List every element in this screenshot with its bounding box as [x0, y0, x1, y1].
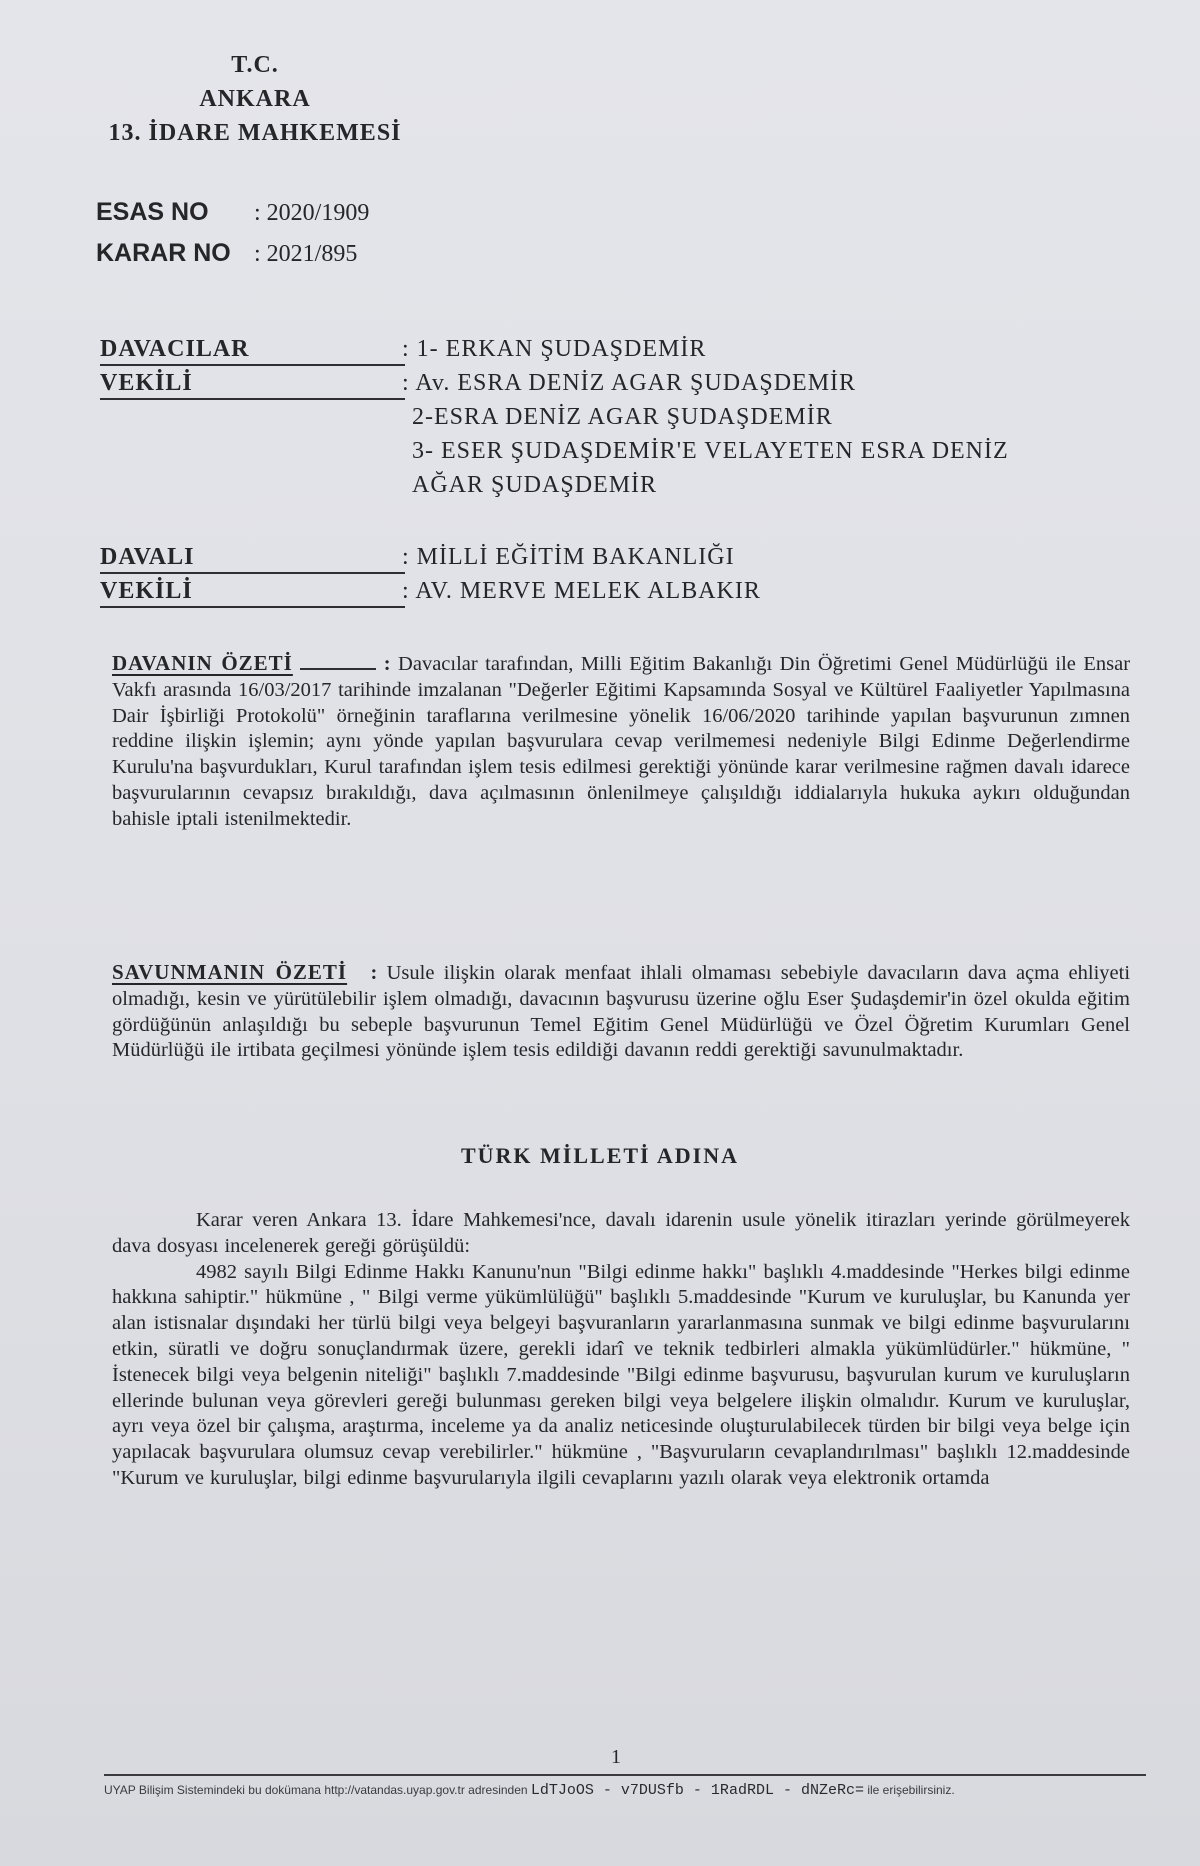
- footer: [104, 1782, 1154, 1799]
- plaintiffs-label: DAVACILAR: [100, 336, 405, 366]
- city-label: ANKARA: [199, 86, 311, 112]
- page-number: 1: [611, 1746, 621, 1768]
- country-label: T.C.: [231, 52, 279, 78]
- defense-summary-text: Usule ilişkin olarak menfaat ihlali olmaması sebebiyle davacıların dava açma ehliyeti olmadığı, kesin ve yürütülebilir işlem olmadığı, davacının başvurusu üzerine oğlu Eser Şudaşdemir'in özel okulda eğitim gördüğünün anlaşıldığı bu sebeple başvurunun Temel Eğitim Genel Müdürlüğü ve Özel Öğretim Kurumları Genel Müdürlüğü ile irtibata geçilmesi yönünde işlem tesis edildiği davanın reddi gerektiği savunulmaktadır.: [112, 962, 1131, 1062]
- case-summary-separator: :: [383, 653, 391, 675]
- karar-row: [96, 233, 369, 274]
- defense-summary-paragraph: [112, 960, 1130, 1064]
- court-name: 13. İDARE MAHKEMESİ: [108, 120, 402, 146]
- case-summary-heading: DAVANIN ÖZETİ: [112, 651, 293, 675]
- defendant-attorney-value: : AV. MERVE MELEK ALBAKIR: [402, 578, 761, 604]
- defense-summary-heading: SAVUNMANIN ÖZETİ: [112, 960, 348, 984]
- plaintiffs-row: [100, 336, 1040, 370]
- footer-access-code: LdTJoOS - v7DUSfb - 1RadRDL - dNZeRc=: [530, 1782, 864, 1799]
- plaintiffs-attorney-row: [100, 370, 1040, 404]
- heading-underline: [300, 650, 376, 670]
- karar-label: KARAR NO: [96, 239, 231, 267]
- plaintiffs-block: [100, 336, 1040, 506]
- plaintiffs-value-2: 2-ESRA DENİZ AGAR ŞUDAŞDEMİR: [412, 404, 833, 430]
- footer-divider: [104, 1774, 1146, 1776]
- case-summary-text: Davacılar tarafından, Milli Eğitim Bakanlığı Din Öğretimi Genel Müdürlüğü ile Ensar Vakfı arasında 16/03/2017 tarihinde imzalanan "Değerler Eğitimi Kapsamında Sosyal ve Kültürel Faaliyetler Yapılmasına Dair İşbirliği Protokolü" örneğinin taraflarına verilmesine yönelik 16/06/2020 tarihinde yapılan başvurunun zımnen reddine ilişkin işlemin; aynı yönde yapılan başvurulara cevap verilmemesi nedeniyle Bilgi Edinme Değerlendirme Kurulu'na başvurdukları, Kurul tarafından işlem tesis edilmesi gerektiği yönünde karar verilmesine rağmen davalı idarece başvurularının cevapsız bırakıldığı, dava açılmasının önlenilmeye çalışıldığı iddialarıyla hukuka aykırı olduğundan bahisle iptali istenilmektedir.: [112, 653, 1131, 830]
- plaintiffs-attorney-value: : Av. ESRA DENİZ AGAR ŞUDAŞDEMİR: [402, 370, 857, 396]
- defendant-value: : MİLLİ EĞİTİM BAKANLIĞI: [402, 544, 735, 570]
- verdict-body: [112, 1208, 1130, 1492]
- plaintiffs-value-3: 3- ESER ŞUDAŞDEMİR'E VELAYETEN ESRA DENİZ: [412, 438, 1009, 464]
- plaintiffs-value-1: : 1- ERKAN ŞUDAŞDEMİR: [402, 336, 707, 362]
- case-summary-paragraph: [112, 650, 1130, 833]
- verdict-title: TÜRK MİLLETİ ADINA: [460, 1143, 740, 1168]
- defendant-block: [100, 544, 1040, 612]
- plaintiffs-value-4: AĞAR ŞUDAŞDEMİR: [412, 472, 658, 498]
- footer-text-after: ile erişebilirsiniz.: [867, 1783, 955, 1797]
- defendant-label: DAVALI: [100, 544, 405, 574]
- plaintiffs-attorney-label: VEKİLİ: [100, 370, 405, 400]
- defendant-attorney-label: VEKİLİ: [100, 578, 405, 608]
- court-header: [100, 48, 410, 150]
- case-numbers: [96, 192, 369, 274]
- defense-summary-separator: :: [370, 962, 378, 984]
- defendant-attorney-row: [100, 578, 1040, 612]
- karar-value: : 2021/895: [254, 241, 358, 267]
- body-paragraph-1: Karar veren Ankara 13. İdare Mahkemesi'nce, davalı idarenin usule yönelik itirazları yerinde görülmeyerek dava dosyası incelenerek gereği görüşüldü:: [112, 1209, 1130, 1257]
- body-paragraph-2: 4982 sayılı Bilgi Edinme Hakkı Kanunu'nun "Bilgi edinme hakkı" başlıklı 4.maddesinde "Herkes bilgi edinme hakkına sahiptir." hükmüne , " Bilgi verme yükümlülüğü" başlıklı 5.maddesinde "Kurum ve kuruluşlar, bu Kanunda yer alan istisnalar dışındaki her türlü bilgi veya belgeyi başvuranların yararlanmasına sunmak ve bilgi edinme başvurularını etkin, süratli ve doğru sonuçlandırmak üzere, gerekli idarî ve teknik tedbirleri almakla yükümlüdürler." hükmüne, " İstenecek bilgi veya belgenin niteliği" başlıklı 7.maddesinde "Bilgi edinme başvurusu, başvurulan kurum ve kuruluşların ellerinde bulunan veya görevleri gereği bulunması gereken bilgi veya belgelere ilişkin olmalıdır. Kurum ve kuruluşlar, ayrı veya özel bir çalışma, araştırma, inceleme ya da analiz neticesinde oluşturulabilecek türden bir bilgi veya belge için yapılacak başvurulara olumsuz cevap verebilirler." hükmüne , "Başvuruların cevaplandırılması" başlıklı 12.maddesinde "Kurum ve kuruluşlar, bilgi edinme başvurularıyla ilgili cevaplarını yazılı olarak veya elektronik ortamda: [112, 1260, 1130, 1489]
- esas-row: [96, 192, 369, 233]
- defendant-row: [100, 544, 1040, 578]
- esas-label: ESAS NO: [96, 198, 209, 226]
- footer-text-before: UYAP Bilişim Sistemindeki bu dokümana http://vatandas.uyap.gov.tr adresinden: [104, 1783, 528, 1797]
- esas-value: : 2020/1909: [254, 200, 370, 226]
